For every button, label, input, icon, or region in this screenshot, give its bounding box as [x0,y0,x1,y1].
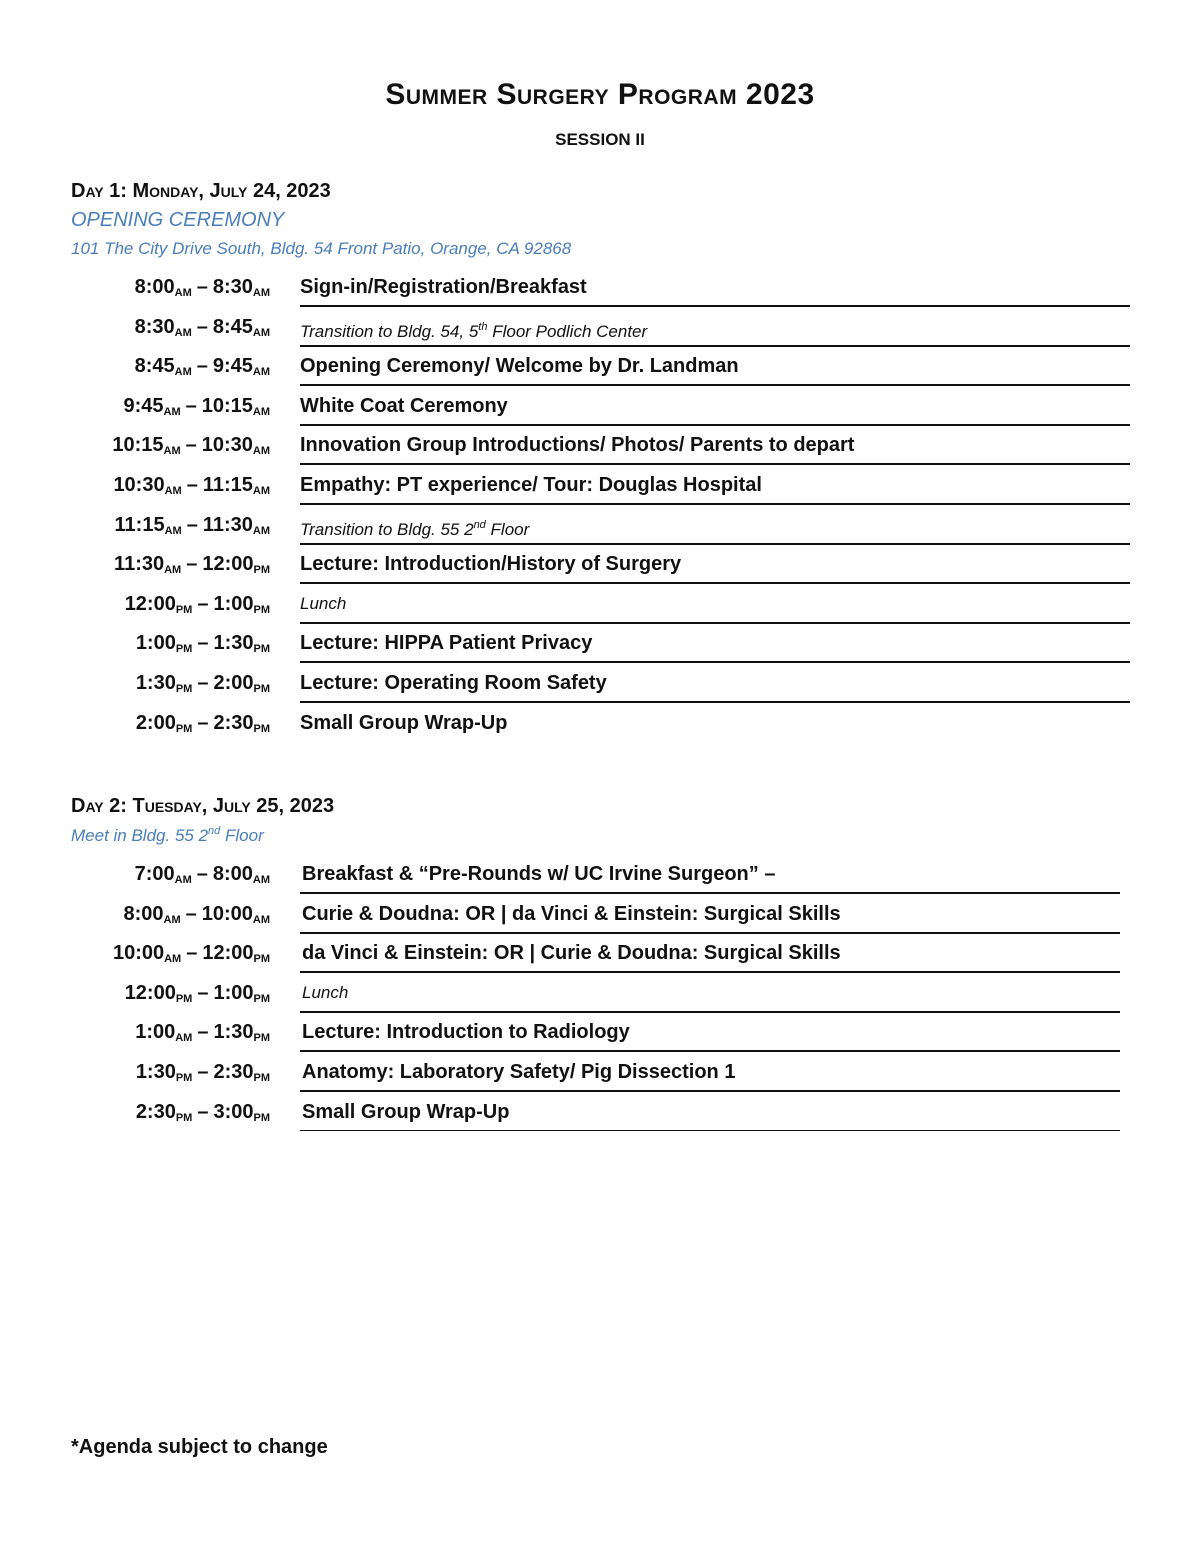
schedule-row [0,472,1200,512]
time-range: $12:00_{PM}$ – $1:00_{PM}$ [124,592,270,616]
activity: Curie & Doudna: OR | da Vinci & Einstein: Surgical Skills [302,902,841,925]
activity: Lecture: Introduction/History of Surgery [300,553,682,576]
activity: Anatomy: Laboratory Safety/ Pig Dissection 1 [302,1060,736,1083]
schedule-row [0,901,1200,941]
time-range: $2:30_{PM}$ – $3:00_{PM}$ [135,1100,270,1124]
divider [300,1090,1120,1092]
day1-address: 101 The City Drive South, Bldg. 54 Front Patio, Orange, CA 92868 [71,239,572,258]
schedule-row [0,670,1200,710]
page-title: Summer Surgery Program 2023 [385,78,815,111]
activity: Small Group Wrap-Up [302,1100,510,1123]
time-range: $1:00_{AM}$ – $1:30_{PM}$ [135,1021,270,1045]
schedule-row [0,861,1200,901]
schedule-row [0,551,1200,591]
day2-location: Meet in Bldg. 55 2nd Floor [71,825,264,845]
time-range: $11:30_{AM}$ – $12:00_{PM}$ [114,553,270,577]
divider [300,971,1120,973]
activity: Small Group Wrap-Up [300,711,508,734]
day2-heading: Day 2: Tuesday, July 25, 2023 [71,795,335,817]
time-range: $10:15_{AM}$ – $10:30_{AM}$ [112,434,270,458]
activity: Breakfast & “Pre-Rounds w/ UC Irvine Surgeon” – [302,863,776,885]
schedule-row [0,1059,1200,1099]
activity: White Coat Ceremony [300,394,508,417]
schedule-row [0,940,1200,980]
divider [300,932,1120,934]
footnote: *Agenda subject to change [71,1436,328,1458]
time-range: $8:00_{AM}$ – $10:00_{AM}$ [123,902,270,926]
activity: Sign-in/Registration/Breakfast [300,276,587,298]
activity: Innovation Group Introductions/ Photos/ Parents to depart [300,434,855,457]
time-range: $8:30_{AM}$ – $8:45_{AM}$ [134,315,270,339]
divider [300,463,1130,465]
schedule-row [0,630,1200,670]
divider [300,543,1130,545]
divider [300,1050,1120,1052]
activity: Lunch [300,593,347,613]
divider [300,424,1130,426]
day2-schedule [0,861,1200,1138]
day1-schedule [0,274,1200,749]
activity: Lunch [302,982,349,1002]
schedule-row [0,1019,1200,1059]
schedule-row [0,432,1200,472]
time-range: $2:00_{PM}$ – $2:30_{PM}$ [135,711,270,735]
divider [300,701,1130,703]
activity: Transition to Bldg. 55 2nd Floor [300,518,530,539]
time-range: $8:00_{AM}$ – $8:30_{AM}$ [134,276,270,299]
divider [300,1130,1120,1131]
activity: Transition to Bldg. 54, 5th Floor Podlich Center [300,320,648,341]
schedule-row [0,1099,1200,1139]
time-range: $7:00_{AM}$ – $8:00_{AM}$ [134,863,270,886]
schedule-row [0,980,1200,1020]
time-range: $12:00_{PM}$ – $1:00_{PM}$ [124,981,270,1005]
schedule-row [0,393,1200,433]
divider [300,661,1130,663]
divider [300,384,1130,386]
time-range: $1:30_{PM}$ – $2:30_{PM}$ [135,1060,270,1084]
divider [300,892,1120,894]
schedule-row [0,710,1200,750]
day1-heading: Day 1: Monday, July 24, 2023 [71,180,331,202]
time-range: $1:00_{PM}$ – $1:30_{PM}$ [135,632,270,656]
time-range: $10:00_{AM}$ – $12:00_{PM}$ [112,942,270,966]
divider [300,305,1130,307]
activity: Lecture: Operating Room Safety [300,671,607,694]
activity: Empathy: PT experience/ Tour: Douglas Hospital [300,473,762,496]
schedule-row [0,591,1200,631]
divider [300,503,1130,505]
day1-event-name: OPENING CEREMONY [71,209,285,231]
divider [300,622,1130,624]
schedule-row [0,314,1200,354]
schedule-row [0,274,1200,314]
activity: da Vinci & Einstein: OR | Curie & Doudna: Surgical Skills [302,942,841,965]
divider [300,582,1130,584]
schedule-row [0,353,1200,393]
activity: Lecture: HIPPA Patient Privacy [300,632,593,655]
time-range: $8:45_{AM}$ – $9:45_{AM}$ [134,355,270,379]
time-range: $10:30_{AM}$ – $11:15_{AM}$ [113,473,270,497]
divider [300,345,1130,347]
time-range: $1:30_{PM}$ – $2:00_{PM}$ [135,671,270,695]
time-range: $11:15_{AM}$ – $11:30_{AM}$ [114,513,270,537]
schedule-row [0,512,1200,552]
time-range: $9:45_{AM}$ – $10:15_{AM}$ [123,394,270,418]
activity: Lecture: Introduction to Radiology [302,1021,630,1044]
divider [300,1011,1120,1013]
activity: Opening Ceremony/ Welcome by Dr. Landman [300,355,739,378]
session-label: SESSION II [555,130,645,149]
